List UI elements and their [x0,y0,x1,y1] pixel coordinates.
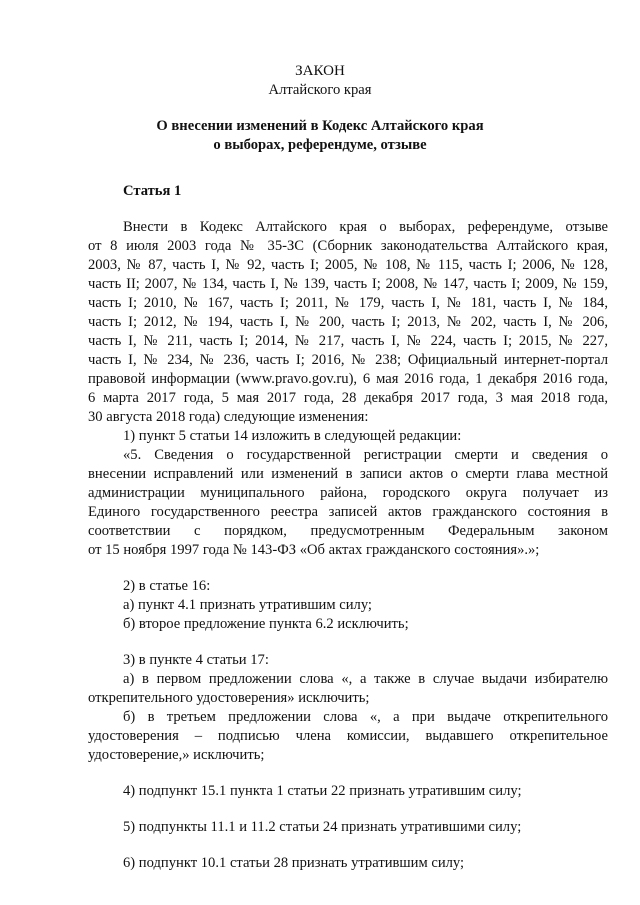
article-intro-line: 30 августа 2018 года) следующие изменения: [88,409,369,425]
item-1-quote-line: «5. Сведения о государственной регистрации смерти и сведения о [123,447,608,463]
item-3-subitem-a-line-1: а) в первом предложении слова «, а также в случае выдачи избирателю [123,671,608,687]
item-2-heading: 2) в статье 16: [123,578,211,594]
item-4: 4) подпункт 15.1 пункта 1 статьи 22 признать утратившим силу; [123,783,522,799]
item-3-subitem-a-line-2: открепительного удостоверения» исключить; [88,690,370,706]
item-3-subitem-b-line-3: удостоверение,» исключить; [88,747,265,763]
article-intro-line: от 8 июля 2003 года № 35-ЗС (Сборник законодательства Алтайского края, [88,238,608,254]
item-1-quote-line: администрации муниципального района, городского округа получает из [88,485,608,501]
item-3-subitem-b-line-2: удостоверения – подписью члена комиссии, выдавшего открепительное [88,728,608,744]
article-intro-line: часть II; 2007, № 134, часть I, № 139, часть I; 2008, № 147, часть I; 2009, № 159, [88,276,608,292]
item-2-subitem-b: б) второе предложение пункта 6.2 исключить; [123,616,409,632]
item-1-quote-line: соответствии с порядком, предусмотренным Федеральным законом [88,523,608,539]
item-5: 5) подпункты 11.1 и 11.2 статьи 24 признать утратившими силу; [123,819,522,835]
item-3-heading: 3) в пункте 4 статьи 17: [123,652,269,668]
item-1-quote-last-line: от 15 ноября 1997 года № 143-ФЗ «Об актах гражданского состояния».»; [88,542,540,558]
law-region: Алтайского края [268,82,372,98]
article-intro-line: 2003, № 87, часть I, № 92, часть I; 2005, № 108, № 115, часть I; 2006, № 128, [88,257,608,273]
item-1-heading: 1) пункт 5 статьи 14 изложить в следующей редакции: [123,428,462,444]
item-6: 6) подпункт 10.1 статьи 28 признать утратившим силу; [123,855,465,871]
law-subject-line-2: о выборах, референдуме, отзыве [213,137,427,153]
item-1-quote-line: внесении исправлений или изменений в записи актов о смерти глава местной [88,466,608,482]
article-intro-line: часть I, № 234, № 236, часть I; 2016, № 238; Официальный интернет-портал [88,352,608,368]
article-intro-line: 6 марта 2017 года, 5 мая 2017 года, 28 декабря 2017 года, 3 мая 2018 года, [88,390,608,406]
item-2-subitem-a: а) пункт 4.1 признать утратившим силу; [123,597,372,613]
item-3-subitem-b-line-1: б) в третьем предложении слова «, а при выдаче открепительного [123,709,608,725]
article-intro-line: часть I; 2012, № 194, часть I, № 200, часть I; 2013, № 202, часть I, № 206, [88,314,608,330]
law-title: ЗАКОН [295,63,345,79]
item-1-quote-line: Единого государственного реестра записей актов гражданского состояния в [88,504,608,520]
article-intro-line: часть I; 2010, № 167, часть I; 2011, № 179, часть I, № 181, часть I, № 184, [88,295,608,311]
article-intro-line: правовой информации (www.pravo.gov.ru), 6 мая 2016 года, 1 декабря 2016 года, [88,371,608,387]
article-intro-line: Внести в Кодекс Алтайского края о выборах, референдуме, отзыве [123,219,608,235]
article-intro-line: часть I, № 211, часть I; 2014, № 217, часть I, № 224, часть I; 2015, № 227, [88,333,608,349]
law-subject-line-1: О внесении изменений в Кодекс Алтайского края [156,118,484,134]
article-heading: Статья 1 [123,183,182,199]
